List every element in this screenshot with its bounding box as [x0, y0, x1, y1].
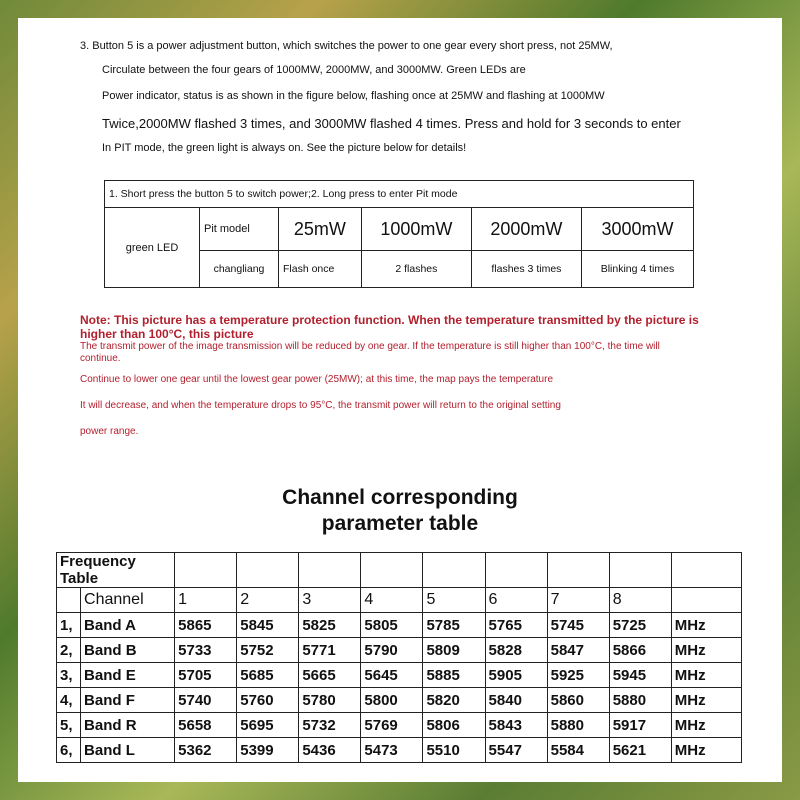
intro-line-4: Twice,2000MW flashed 3 times, and 3000MW flashed 4 times. Press and hold for 3 seconds to enter — [102, 116, 681, 131]
frequency-unit: MHz — [671, 688, 741, 713]
frequency-value: 5621 — [609, 738, 671, 763]
channel-header: 3 — [299, 588, 361, 613]
state-2000mw: flashes 3 times — [471, 251, 581, 288]
frequency-unit: MHz — [671, 638, 741, 663]
frequency-value: 5645 — [361, 663, 423, 688]
frequency-value: 5840 — [485, 688, 547, 713]
state-1000mw: 2 flashes — [361, 251, 471, 288]
frequency-value: 5800 — [361, 688, 423, 713]
frequency-value: 5584 — [547, 738, 609, 763]
channel-header: 6 — [485, 588, 547, 613]
channel-header: 4 — [361, 588, 423, 613]
frequency-unit: MHz — [671, 738, 741, 763]
frequency-value: 5905 — [485, 663, 547, 688]
frequency-value: 5760 — [237, 688, 299, 713]
band-number: 4, — [57, 688, 81, 713]
frequency-value: 5843 — [485, 713, 547, 738]
pit-state: changliang — [200, 251, 279, 288]
pit-model-label: Pit model — [200, 208, 279, 251]
band-number: 6, — [57, 738, 81, 763]
band-row — [57, 688, 742, 713]
temperature-note: Note: This picture has a temperature protection function. When the temperature transmitted by the picture is higher than 100°C, this picture — [80, 313, 699, 341]
channel-header: 8 — [609, 588, 671, 613]
document-page — [18, 18, 782, 782]
frequency-value: 5362 — [175, 738, 237, 763]
frequency-value: 5945 — [609, 663, 671, 688]
power-25mw: 25mW — [279, 208, 362, 251]
intro-line-3: Power indicator, status is as shown in the figure below, flashing once at 25MW and flashing at 1000MW — [102, 90, 605, 102]
channel-header: 1 — [175, 588, 237, 613]
band-row — [57, 738, 742, 763]
state-25mw: Flash once — [279, 251, 362, 288]
band-number: 3, — [57, 663, 81, 688]
frequency-value: 5765 — [485, 613, 547, 638]
frequency-value: 5880 — [547, 713, 609, 738]
frequency-unit: MHz — [671, 713, 741, 738]
frequency-value: 5745 — [547, 613, 609, 638]
band-name: Band R — [81, 713, 175, 738]
channel-label: Channel — [81, 588, 175, 613]
intro-line-1: 3. Button 5 is a power adjustment button, which switches the power to one gear every short press, not 25MW, — [80, 40, 613, 52]
power-3000mw: 3000mW — [581, 208, 693, 251]
band-name: Band L — [81, 738, 175, 763]
led-table-header: 1. Short press the button 5 to switch power;2. Long press to enter Pit mode — [105, 181, 694, 208]
frequency-value: 5695 — [237, 713, 299, 738]
temperature-note-detail: The transmit power of the image transmission will be reduced by one gear. If the temperature is still higher than 100°C, the time will continue. — [80, 341, 660, 364]
temperature-note-line-5: power range. — [80, 426, 139, 437]
frequency-value: 5809 — [423, 638, 485, 663]
band-row — [57, 613, 742, 638]
frequency-value: 5771 — [299, 638, 361, 663]
frequency-table — [56, 552, 742, 763]
band-row — [57, 713, 742, 738]
frequency-value: 5806 — [423, 713, 485, 738]
frequency-value: 5436 — [299, 738, 361, 763]
frequency-value: 5825 — [299, 613, 361, 638]
frequency-value: 5658 — [175, 713, 237, 738]
band-row — [57, 638, 742, 663]
frequency-value: 5685 — [237, 663, 299, 688]
frequency-value: 5866 — [609, 638, 671, 663]
frequency-value: 5780 — [299, 688, 361, 713]
frequency-value: 5725 — [609, 613, 671, 638]
frequency-value: 5740 — [175, 688, 237, 713]
state-3000mw: Blinking 4 times — [581, 251, 693, 288]
band-name: Band F — [81, 688, 175, 713]
led-status-table — [104, 180, 694, 288]
band-name: Band B — [81, 638, 175, 663]
frequency-value: 5845 — [237, 613, 299, 638]
temperature-note-line-4: It will decrease, and when the temperature drops to 95°C, the transmit power will return to the original setting — [80, 400, 561, 411]
frequency-value: 5732 — [299, 713, 361, 738]
frequency-table-title: Frequency Table — [57, 553, 175, 588]
intro-line-2: Circulate between the four gears of 1000MW, 2000MW, and 3000MW. Green LEDs are — [102, 64, 526, 76]
channel-header: 2 — [237, 588, 299, 613]
frequency-value: 5790 — [361, 638, 423, 663]
temperature-note-line-3: Continue to lower one gear until the lowest gear power (25MW); at this time, the map pays the temperature — [80, 374, 554, 385]
band-number: 5, — [57, 713, 81, 738]
band-name: Band A — [81, 613, 175, 638]
frequency-value: 5917 — [609, 713, 671, 738]
channel-title-line-1: Channel corresponding — [282, 486, 518, 509]
frequency-value: 5473 — [361, 738, 423, 763]
frequency-value: 5828 — [485, 638, 547, 663]
band-row — [57, 663, 742, 688]
band-number: 2, — [57, 638, 81, 663]
channel-title-line-2: parameter table — [321, 512, 479, 535]
frequency-value: 5880 — [609, 688, 671, 713]
frequency-value: 5885 — [423, 663, 485, 688]
channel-header: 5 — [423, 588, 485, 613]
frequency-value: 5805 — [361, 613, 423, 638]
frequency-value: 5547 — [485, 738, 547, 763]
frequency-value: 5752 — [237, 638, 299, 663]
band-number: 1, — [57, 613, 81, 638]
green-led-label: green LED — [105, 208, 200, 288]
frequency-value: 5665 — [299, 663, 361, 688]
frequency-value: 5705 — [175, 663, 237, 688]
frequency-value: 5820 — [423, 688, 485, 713]
intro-line-5: In PIT mode, the green light is always on. See the picture below for details! — [102, 142, 467, 154]
power-1000mw: 1000mW — [361, 208, 471, 251]
frequency-value: 5510 — [423, 738, 485, 763]
power-2000mw: 2000mW — [471, 208, 581, 251]
frequency-value: 5769 — [361, 713, 423, 738]
frequency-unit: MHz — [671, 613, 741, 638]
channel-header: 7 — [547, 588, 609, 613]
frequency-value: 5399 — [237, 738, 299, 763]
frequency-value: 5733 — [175, 638, 237, 663]
frequency-value: 5860 — [547, 688, 609, 713]
band-name: Band E — [81, 663, 175, 688]
frequency-value: 5865 — [175, 613, 237, 638]
frequency-value: 5785 — [423, 613, 485, 638]
frequency-unit: MHz — [671, 663, 741, 688]
frequency-value: 5925 — [547, 663, 609, 688]
frequency-value: 5847 — [547, 638, 609, 663]
